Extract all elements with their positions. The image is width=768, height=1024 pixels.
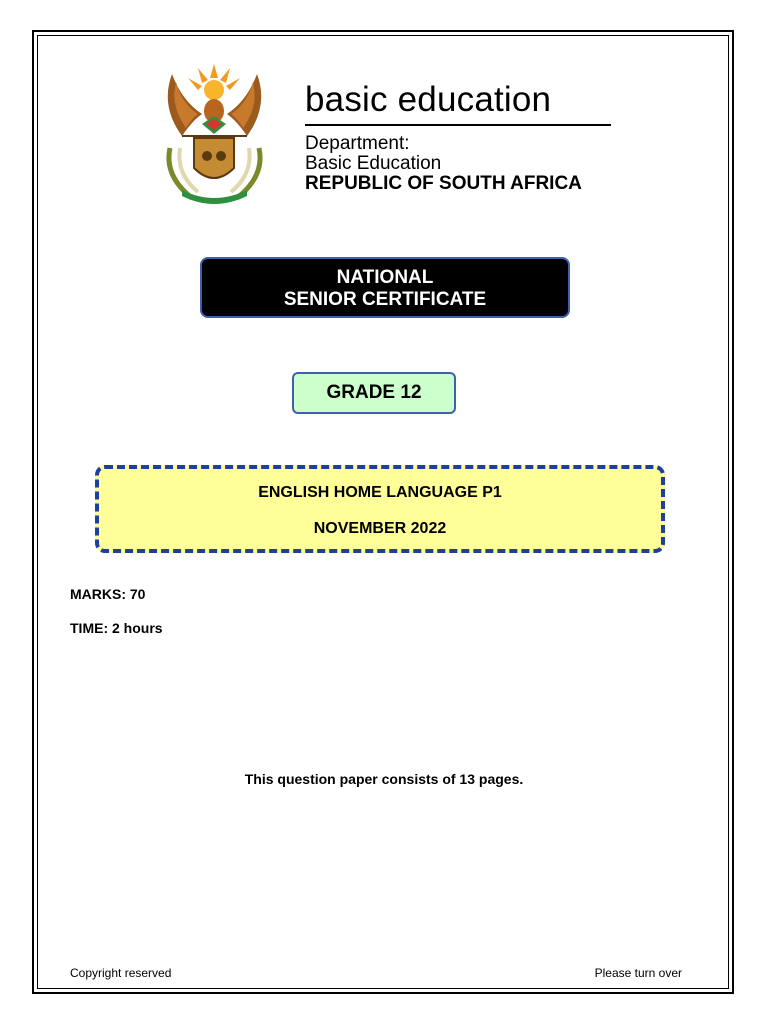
certificate-banner [200,257,570,318]
subject-panel [95,465,665,553]
copyright-footer: Copyright reserved [70,966,172,980]
grade-badge: GRADE 12 [292,372,456,414]
department-label: Department: [305,133,410,154]
department-header [140,50,620,215]
time-label: TIME: 2 hours [70,620,163,636]
page-count-note: This question paper consists of 13 pages. [244,771,524,787]
subject-title: ENGLISH HOME LANGUAGE P1 [258,484,502,501]
coat-of-arms-icon [152,56,277,206]
brand-title: basic education [305,80,552,119]
turn-over-footer: Please turn over [594,966,682,980]
department-name: Basic Education [305,153,442,174]
brand-rule-divider [305,124,611,126]
exam-session: NOVEMBER 2022 [313,520,447,537]
marks-label: MARKS: 70 [70,586,146,602]
country-name: REPUBLIC OF SOUTH AFRICA [305,173,582,194]
certificate-line-2: SENIOR CERTIFICATE [283,289,487,310]
certificate-line-1: NATIONAL [336,267,434,288]
